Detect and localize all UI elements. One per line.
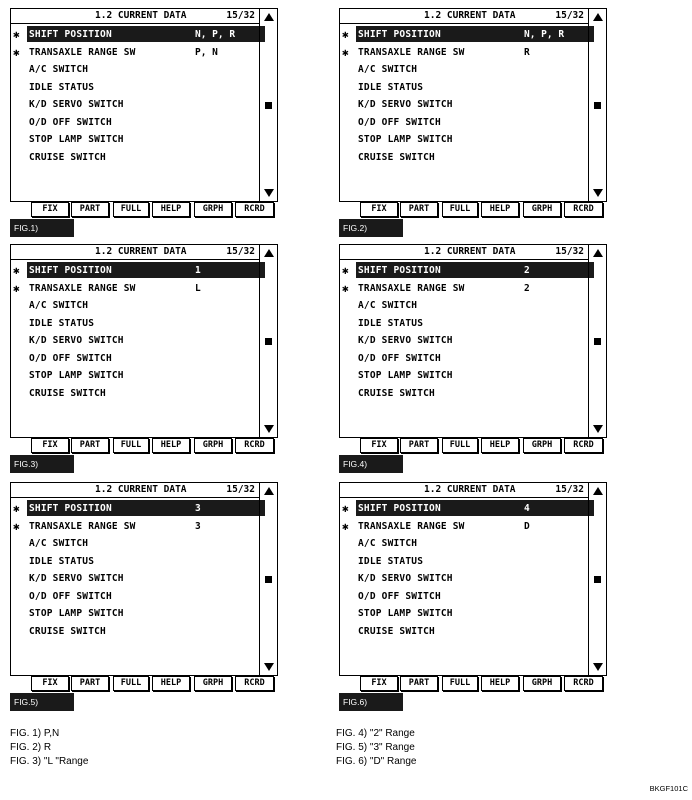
scroll-down-icon[interactable] <box>264 425 274 433</box>
softkey-help[interactable]: HELP <box>481 676 519 691</box>
data-label: K/D SERVO SWITCH <box>358 573 453 584</box>
softkey-part[interactable]: PART <box>400 676 438 691</box>
softkey-bar <box>10 675 278 691</box>
softkey-grph[interactable]: GRPH <box>523 676 561 691</box>
data-row[interactable] <box>11 131 259 149</box>
softkey-fix[interactable]: FIX <box>360 676 398 691</box>
data-row[interactable] <box>11 623 259 641</box>
data-row[interactable] <box>340 131 588 149</box>
softkey-grph[interactable]: GRPH <box>523 202 561 217</box>
data-label: IDLE STATUS <box>29 81 95 93</box>
data-label: O/D OFF SWITCH <box>358 590 441 602</box>
shift-position-value: 4 <box>524 503 530 514</box>
screen-title: 1.2 CURRENT DATA <box>95 10 187 21</box>
screen-header <box>11 9 259 24</box>
softkey-rcrd[interactable]: RCRD <box>564 202 603 217</box>
data-label: CRUISE SWITCH <box>358 387 435 399</box>
softkey-help[interactable]: HELP <box>152 438 190 453</box>
data-label: IDLE STATUS <box>29 555 95 567</box>
softkey-bar <box>339 675 607 691</box>
data-row[interactable] <box>340 26 588 44</box>
data-label: CRUISE SWITCH <box>29 625 106 637</box>
data-list <box>11 26 259 166</box>
data-label: A/C SWITCH <box>29 538 89 549</box>
scroll-thumb[interactable] <box>594 338 601 345</box>
data-row[interactable] <box>11 315 259 333</box>
marked-icon: ✱ <box>342 28 349 41</box>
data-row[interactable] <box>340 315 588 333</box>
scroll-up-icon[interactable] <box>593 13 603 21</box>
data-row[interactable] <box>11 332 259 350</box>
marked-icon: ✱ <box>13 281 20 295</box>
softkey-full[interactable]: FULL <box>113 676 149 691</box>
page-indicator: 15/32 <box>226 246 255 257</box>
data-row[interactable] <box>340 96 588 114</box>
softkey-full[interactable]: FULL <box>442 676 478 691</box>
data-label: O/D OFF SWITCH <box>358 116 441 128</box>
marked-icon: ✱ <box>342 45 349 59</box>
softkey-fix[interactable]: FIX <box>360 202 398 217</box>
page-indicator: 15/32 <box>226 10 255 21</box>
marked-icon: ✱ <box>342 519 349 533</box>
data-row[interactable] <box>11 280 259 298</box>
data-row[interactable] <box>11 385 259 403</box>
scroll-up-icon[interactable] <box>264 487 274 495</box>
softkey-bar <box>339 201 607 217</box>
scrollbar[interactable] <box>259 9 278 201</box>
data-row[interactable] <box>11 114 259 132</box>
softkey-fix[interactable]: FIX <box>31 676 69 691</box>
caption-fig3: FIG. 3) "L "Range <box>10 756 89 767</box>
shift-position-value: 1 <box>195 265 201 276</box>
data-row[interactable] <box>340 297 588 315</box>
data-label: STOP LAMP SWITCH <box>29 370 124 381</box>
scan-tool-panel <box>339 8 607 240</box>
scan-tool-screen <box>10 244 278 438</box>
transaxle-range-value: D <box>524 520 530 532</box>
softkey-help[interactable]: HELP <box>152 202 190 217</box>
scrollbar[interactable] <box>588 245 607 437</box>
data-row[interactable] <box>340 535 588 553</box>
softkey-part[interactable]: PART <box>400 438 438 453</box>
transaxle-range-value: 3 <box>195 520 201 532</box>
scroll-thumb[interactable] <box>594 576 601 583</box>
scan-tool-screen <box>339 244 607 438</box>
marked-icon: ✱ <box>342 281 349 295</box>
screen-header <box>11 245 259 260</box>
marked-icon: ✱ <box>13 519 20 533</box>
softkey-full[interactable]: FULL <box>113 202 149 217</box>
data-label: O/D OFF SWITCH <box>29 352 112 364</box>
data-list <box>11 262 259 402</box>
data-label: CRUISE SWITCH <box>29 387 106 399</box>
scan-tool-panel <box>10 244 278 476</box>
page-indicator: 15/32 <box>555 484 584 495</box>
shift-position-value: N, P, R <box>195 29 236 40</box>
scroll-down-icon[interactable] <box>593 425 603 433</box>
figure-label: FIG.1) <box>10 219 74 237</box>
data-row[interactable] <box>340 623 588 641</box>
scan-tool-screen <box>339 482 607 676</box>
data-row[interactable] <box>340 149 588 167</box>
figure-label: FIG.6) <box>339 693 403 711</box>
data-row[interactable] <box>11 535 259 553</box>
screen-title: 1.2 CURRENT DATA <box>95 484 187 495</box>
page-indicator: 15/32 <box>555 246 584 257</box>
data-label: STOP LAMP SWITCH <box>29 134 124 145</box>
scan-tool-screen <box>10 482 278 676</box>
captions-left <box>10 727 88 769</box>
softkey-grph[interactable]: GRPH <box>194 438 232 453</box>
data-row[interactable] <box>11 570 259 588</box>
figure-label: FIG.5) <box>10 693 74 711</box>
data-label: TRANSAXLE RANGE SW <box>358 282 465 294</box>
figure-label: FIG.4) <box>339 455 403 473</box>
data-list <box>340 26 588 166</box>
shift-position-value: N, P, R <box>524 29 565 40</box>
scroll-down-icon[interactable] <box>264 189 274 197</box>
data-row[interactable] <box>11 518 259 536</box>
caption-fig6: FIG. 6) "D" Range <box>336 756 417 767</box>
data-row[interactable] <box>340 61 588 79</box>
scroll-thumb[interactable] <box>265 576 272 583</box>
data-label: O/D OFF SWITCH <box>29 590 112 602</box>
data-label: IDLE STATUS <box>358 317 424 329</box>
data-label: SHIFT POSITION <box>29 503 112 514</box>
data-label: STOP LAMP SWITCH <box>29 608 124 619</box>
screen-header <box>340 483 588 498</box>
data-label: A/C SWITCH <box>358 300 418 311</box>
softkey-fix[interactable]: FIX <box>360 438 398 453</box>
data-row[interactable] <box>340 332 588 350</box>
data-row[interactable] <box>11 350 259 368</box>
scan-tool-screen <box>339 8 607 202</box>
scroll-up-icon[interactable] <box>593 249 603 257</box>
screen-title: 1.2 CURRENT DATA <box>424 10 516 21</box>
data-label: SHIFT POSITION <box>29 265 112 276</box>
softkey-rcrd[interactable]: RCRD <box>235 676 274 691</box>
softkey-help[interactable]: HELP <box>481 438 519 453</box>
scrollbar[interactable] <box>259 483 278 675</box>
data-label: O/D OFF SWITCH <box>29 116 112 128</box>
softkey-help[interactable]: HELP <box>481 202 519 217</box>
scan-tool-panel <box>10 482 278 714</box>
data-label: SHIFT POSITION <box>29 29 112 40</box>
data-label: STOP LAMP SWITCH <box>358 134 453 145</box>
softkey-grph[interactable]: GRPH <box>194 676 232 691</box>
scroll-down-icon[interactable] <box>593 663 603 671</box>
caption-fig1: FIG. 1) P,N <box>10 728 60 739</box>
caption-fig2: FIG. 2) R <box>10 742 52 753</box>
data-label: STOP LAMP SWITCH <box>358 370 453 381</box>
page-indicator: 15/32 <box>226 484 255 495</box>
screen-title: 1.2 CURRENT DATA <box>424 246 516 257</box>
softkey-full[interactable]: FULL <box>442 438 478 453</box>
data-row[interactable] <box>11 588 259 606</box>
image-code: BKGF101C <box>649 784 688 793</box>
scan-tool-screen <box>10 8 278 202</box>
softkey-part[interactable]: PART <box>71 438 109 453</box>
data-label: K/D SERVO SWITCH <box>29 99 124 110</box>
screen-header <box>340 245 588 260</box>
softkey-part[interactable]: PART <box>400 202 438 217</box>
data-label: K/D SERVO SWITCH <box>358 335 453 346</box>
data-row[interactable] <box>340 570 588 588</box>
data-label: TRANSAXLE RANGE SW <box>29 520 136 532</box>
data-label: K/D SERVO SWITCH <box>358 99 453 110</box>
scan-tool-panel <box>339 244 607 476</box>
data-label: A/C SWITCH <box>29 64 89 75</box>
scrollbar[interactable] <box>259 245 278 437</box>
data-list <box>11 500 259 640</box>
softkey-full[interactable]: FULL <box>442 202 478 217</box>
screen-title: 1.2 CURRENT DATA <box>95 246 187 257</box>
data-label: A/C SWITCH <box>358 64 418 75</box>
scan-tool-panel <box>339 482 607 714</box>
marked-icon: ✱ <box>342 502 349 515</box>
data-row[interactable] <box>11 26 259 44</box>
data-label: STOP LAMP SWITCH <box>358 608 453 619</box>
screen-header <box>11 483 259 498</box>
caption-fig4: FIG. 4) "2" Range <box>336 728 415 739</box>
data-list <box>340 262 588 402</box>
softkey-bar <box>339 437 607 453</box>
data-row[interactable] <box>11 500 259 518</box>
scroll-up-icon[interactable] <box>264 13 274 21</box>
data-row[interactable] <box>340 262 588 280</box>
figure-label: FIG.2) <box>339 219 403 237</box>
softkey-rcrd[interactable]: RCRD <box>235 438 274 453</box>
figure-label: FIG.3) <box>10 455 74 473</box>
softkey-full[interactable]: FULL <box>113 438 149 453</box>
data-row[interactable] <box>340 605 588 623</box>
data-label: CRUISE SWITCH <box>29 151 106 163</box>
data-row[interactable] <box>11 61 259 79</box>
data-label: TRANSAXLE RANGE SW <box>358 46 465 58</box>
softkey-rcrd[interactable]: RCRD <box>235 202 274 217</box>
transaxle-range-value: R <box>524 46 530 58</box>
screen-header <box>340 9 588 24</box>
scroll-up-icon[interactable] <box>593 487 603 495</box>
data-row[interactable] <box>340 44 588 62</box>
marked-icon: ✱ <box>13 45 20 59</box>
data-label: TRANSAXLE RANGE SW <box>29 46 136 58</box>
softkey-grph[interactable]: GRPH <box>194 202 232 217</box>
data-row[interactable] <box>340 588 588 606</box>
transaxle-range-value: 2 <box>524 282 530 294</box>
data-label: A/C SWITCH <box>358 538 418 549</box>
data-row[interactable] <box>11 262 259 280</box>
softkey-fix[interactable]: FIX <box>31 438 69 453</box>
marked-icon: ✱ <box>342 264 349 277</box>
shift-position-value: 3 <box>195 503 201 514</box>
data-row[interactable] <box>11 44 259 62</box>
data-row[interactable] <box>11 367 259 385</box>
data-row[interactable] <box>340 79 588 97</box>
scroll-down-icon[interactable] <box>264 663 274 671</box>
data-label: SHIFT POSITION <box>358 265 441 276</box>
scrollbar[interactable] <box>588 9 607 201</box>
data-label: SHIFT POSITION <box>358 503 441 514</box>
data-label: TRANSAXLE RANGE SW <box>29 282 136 294</box>
data-row[interactable] <box>340 280 588 298</box>
data-row[interactable] <box>340 518 588 536</box>
data-label: IDLE STATUS <box>358 81 424 93</box>
data-label: IDLE STATUS <box>358 555 424 567</box>
softkey-bar <box>10 437 278 453</box>
marked-icon: ✱ <box>13 502 20 515</box>
scroll-thumb[interactable] <box>594 102 601 109</box>
data-row[interactable] <box>340 367 588 385</box>
data-list <box>340 500 588 640</box>
marked-icon: ✱ <box>13 28 20 41</box>
softkey-rcrd[interactable]: RCRD <box>564 676 603 691</box>
caption-fig5: FIG. 5) "3" Range <box>336 742 415 753</box>
data-label: O/D OFF SWITCH <box>358 352 441 364</box>
transaxle-range-value: P, N <box>195 46 218 58</box>
data-label: CRUISE SWITCH <box>358 625 435 637</box>
data-row[interactable] <box>11 297 259 315</box>
softkey-fix[interactable]: FIX <box>31 202 69 217</box>
scroll-up-icon[interactable] <box>264 249 274 257</box>
data-label: IDLE STATUS <box>29 317 95 329</box>
softkey-help[interactable]: HELP <box>152 676 190 691</box>
data-row[interactable] <box>11 553 259 571</box>
shift-position-value: 2 <box>524 265 530 276</box>
softkey-part[interactable]: PART <box>71 202 109 217</box>
page-indicator: 15/32 <box>555 10 584 21</box>
scroll-thumb[interactable] <box>265 338 272 345</box>
data-row[interactable] <box>340 385 588 403</box>
data-row[interactable] <box>11 96 259 114</box>
data-row[interactable] <box>11 149 259 167</box>
data-row[interactable] <box>340 114 588 132</box>
scrollbar[interactable] <box>588 483 607 675</box>
data-label: CRUISE SWITCH <box>358 151 435 163</box>
scroll-down-icon[interactable] <box>593 189 603 197</box>
data-row[interactable] <box>11 605 259 623</box>
softkey-rcrd[interactable]: RCRD <box>564 438 603 453</box>
data-row[interactable] <box>340 500 588 518</box>
data-label: K/D SERVO SWITCH <box>29 573 124 584</box>
data-label: K/D SERVO SWITCH <box>29 335 124 346</box>
data-label: A/C SWITCH <box>29 300 89 311</box>
transaxle-range-value: L <box>195 282 201 294</box>
captions-right <box>336 727 416 769</box>
data-row[interactable] <box>340 553 588 571</box>
softkey-grph[interactable]: GRPH <box>523 438 561 453</box>
marked-icon: ✱ <box>13 264 20 277</box>
data-label: SHIFT POSITION <box>358 29 441 40</box>
screen-title: 1.2 CURRENT DATA <box>424 484 516 495</box>
scroll-thumb[interactable] <box>265 102 272 109</box>
softkey-part[interactable]: PART <box>71 676 109 691</box>
scan-tool-panel <box>10 8 278 240</box>
data-label: TRANSAXLE RANGE SW <box>358 520 465 532</box>
data-row[interactable] <box>11 79 259 97</box>
data-row[interactable] <box>340 350 588 368</box>
softkey-bar <box>10 201 278 217</box>
